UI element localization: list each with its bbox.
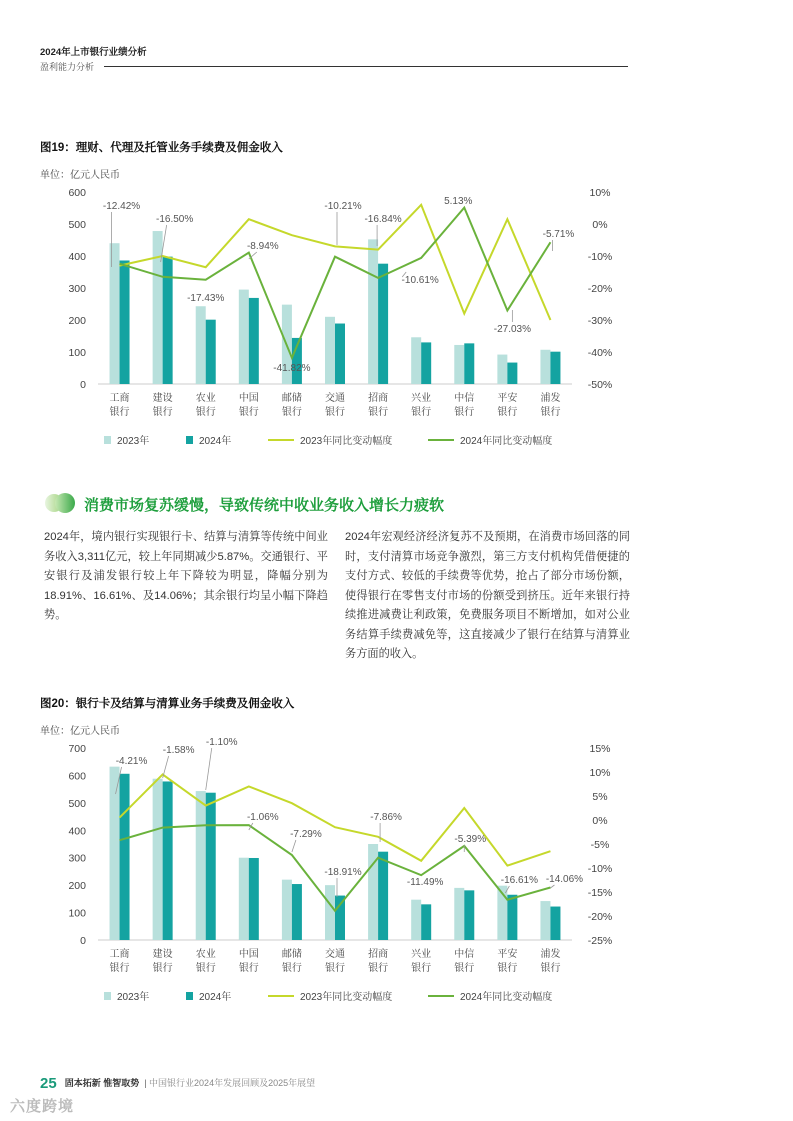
x-tick-label: 银行 — [497, 407, 518, 418]
data-label: -4.21% — [115, 756, 148, 767]
x-tick-label: 邮储 — [281, 949, 302, 960]
footer-publication: 中国银行业2024年发展回顾及2025年展望 — [149, 1078, 316, 1088]
bar-2024 — [378, 264, 388, 384]
x-tick-label: 交通 — [325, 949, 345, 960]
y2-tick-label: -20% — [587, 283, 613, 295]
bar-2023 — [540, 901, 550, 940]
y2-tick-label: 10% — [589, 767, 611, 779]
x-tick-label: 农业 — [195, 949, 216, 960]
y2-tick-label: -15% — [587, 887, 613, 899]
header-rule — [104, 66, 628, 67]
bar-2023 — [497, 355, 507, 384]
y-tick-label: 600 — [68, 770, 86, 783]
data-label: -5.71% — [542, 229, 575, 240]
bar-2023 — [368, 239, 378, 384]
data-label: 5.13% — [444, 196, 473, 207]
x-tick-label: 兴业 — [411, 949, 432, 960]
data-label: -5.39% — [454, 834, 487, 845]
bar-2023 — [454, 345, 464, 384]
bar-2023 — [282, 880, 292, 940]
bar-2023 — [196, 791, 206, 940]
bar-2024 — [163, 781, 173, 940]
section-subtitle: 盈利能力分析 — [40, 62, 95, 72]
legend-swatch — [186, 436, 193, 444]
data-label: -11.49% — [406, 877, 444, 888]
page-number: 25 — [40, 1075, 57, 1092]
y2-tick-label: -25% — [587, 935, 613, 947]
x-tick-label: 银行 — [281, 407, 302, 418]
data-label: -12.42% — [102, 201, 141, 212]
legend-swatch — [104, 436, 111, 444]
bar-2024 — [421, 904, 431, 940]
x-tick-label: 浦发 — [540, 393, 561, 404]
bar-2024 — [120, 774, 130, 940]
legend-label: 2023年同比变动幅度 — [300, 992, 393, 1003]
x-tick-label: 中信 — [454, 949, 475, 960]
bar-2024 — [249, 298, 259, 384]
x-tick-label: 中国 — [238, 393, 259, 404]
bar-2024 — [163, 257, 173, 384]
bar-2023 — [239, 290, 249, 384]
bar-2024 — [206, 320, 216, 384]
watermark: 六度跨境 — [10, 1098, 75, 1115]
bar-2024 — [335, 324, 345, 384]
x-tick-label: 中国 — [238, 949, 259, 960]
data-label: -8.94% — [246, 241, 279, 252]
x-tick-label: 农业 — [195, 393, 216, 404]
x-tick-label: 银行 — [109, 407, 130, 418]
paragraph-left: 2024年，境内银行实现银行卡、结算与清算等传统中间业务收入3,311亿元，较上年同期减少5.87%。交通银行、平安银行及浦发银行较上年下降较为明显，降幅分别为18.91%、16.61%、及14.06%；其余银行均呈小幅下降趋势。 — [44, 531, 328, 621]
section-heading — [44, 490, 604, 516]
footer-tagline: 固本拓新 惟智取势 — [64, 1078, 140, 1088]
y2-tick-label: -10% — [587, 863, 613, 875]
bar-2023 — [325, 885, 335, 940]
data-label: -41.82% — [273, 363, 311, 374]
bar-2024 — [378, 852, 388, 940]
x-tick-label: 银行 — [368, 407, 389, 418]
x-tick-label: 建设 — [152, 949, 173, 960]
data-label: -14.06% — [545, 874, 584, 885]
x-tick-label: 银行 — [368, 963, 389, 974]
y2-tick-label: -5% — [590, 839, 610, 851]
bar-2024 — [464, 890, 474, 940]
x-tick-label: 银行 — [540, 407, 561, 418]
x-tick-label: 银行 — [454, 407, 475, 418]
x-tick-label: 招商 — [368, 949, 389, 960]
y-tick-label: 0 — [80, 379, 86, 391]
y-tick-label: 100 — [68, 907, 86, 920]
y-tick-label: 200 — [68, 880, 86, 893]
x-tick-label: 银行 — [325, 407, 345, 418]
x-tick-label: 银行 — [540, 963, 561, 974]
x-tick-label: 招商 — [368, 393, 389, 404]
data-label: -27.03% — [493, 324, 531, 335]
leaf-icon — [44, 492, 78, 514]
y-tick-label: 400 — [68, 251, 86, 263]
figure20-title: 图20：银行卡及结算与清算业务手续费及佣金收入 — [40, 698, 295, 710]
figure19-unit: 单位：亿元人民币 — [40, 170, 120, 181]
data-label: -1.58% — [162, 745, 195, 756]
data-label: -10.61% — [401, 275, 439, 286]
y-tick-label: 500 — [68, 797, 86, 810]
bar-2023 — [411, 900, 421, 940]
data-label: -1.10% — [205, 737, 238, 748]
bar-2024 — [550, 907, 560, 940]
legend-label: 2024年同比变动幅度 — [460, 436, 553, 447]
page-footer — [40, 1075, 315, 1092]
x-tick-label: 银行 — [281, 963, 302, 974]
bar-2024 — [335, 896, 345, 940]
x-tick-label: 银行 — [238, 963, 259, 974]
bar-2023 — [454, 888, 464, 940]
label-leader-line — [163, 756, 169, 778]
x-tick-label: 工商 — [109, 393, 130, 404]
x-tick-label: 邮储 — [281, 393, 302, 404]
bar-2024 — [507, 895, 517, 940]
x-tick-label: 平安 — [497, 949, 518, 960]
y2-tick-label: -10% — [587, 251, 613, 263]
x-tick-label: 工商 — [109, 949, 130, 960]
x-tick-label: 银行 — [195, 963, 216, 974]
label-leader-line — [206, 748, 212, 790]
label-leader-line — [550, 885, 554, 888]
x-tick-label: 银行 — [152, 407, 173, 418]
y-tick-label: 400 — [68, 825, 86, 838]
legend-label: 2023年 — [117, 992, 150, 1003]
x-tick-label: 建设 — [152, 393, 173, 404]
paragraph-right: 2024年宏观经济经济复苏不及预期，在消费市场回落的同时，支付清算市场竞争激烈，第三方支付机构凭借便捷的支付方式、较低的手续费等优势，抢占了部分市场份额，使得银行在零售支付市场的份额受到挤压。近年来银行持续推进减费让利政策，免费服务项目不断增加，如对公业务结算手续费减免等，这直接减少了银行在结算与清算业务方面的收入。 — [345, 531, 630, 660]
figure20-unit: 单位：亿元人民币 — [40, 726, 120, 737]
bar-2024 — [550, 352, 560, 384]
data-label: -16.50% — [156, 214, 194, 225]
legend-label: 2024年 — [199, 436, 232, 447]
legend-label: 2024年 — [199, 992, 232, 1003]
y-tick-label: 100 — [68, 347, 86, 359]
bar-2023 — [540, 350, 550, 384]
footer-separator: | — [144, 1078, 150, 1088]
data-label: -1.06% — [246, 812, 279, 823]
y2-tick-label: 10% — [589, 187, 611, 199]
x-tick-label: 浦发 — [540, 949, 561, 960]
y-tick-label: 700 — [68, 743, 86, 755]
x-tick-label: 银行 — [109, 963, 130, 974]
y2-tick-label: 5% — [592, 791, 608, 803]
x-tick-label: 中信 — [454, 393, 475, 404]
bar-2024 — [464, 343, 474, 384]
x-tick-label: 兴业 — [411, 393, 432, 404]
figure19-chart — [0, 180, 793, 460]
x-tick-label: 银行 — [411, 407, 432, 418]
line-series-2023 — [120, 774, 551, 865]
x-tick-label: 平安 — [497, 393, 518, 404]
bar-2023 — [110, 243, 120, 384]
figure19-title: 图19：理财、代理及托管业务手续费及佣金收入 — [40, 142, 283, 154]
y2-tick-label: 0% — [592, 219, 608, 231]
data-label: -7.86% — [370, 812, 402, 823]
x-tick-label: 银行 — [152, 963, 173, 974]
bar-2024 — [421, 342, 431, 384]
y-tick-label: 300 — [68, 852, 86, 865]
y-tick-label: 200 — [68, 315, 86, 327]
bar-2023 — [196, 306, 206, 384]
y-tick-label: 500 — [68, 219, 86, 231]
x-tick-label: 银行 — [497, 963, 518, 974]
data-label: -7.29% — [290, 829, 322, 840]
bar-2023 — [411, 337, 421, 384]
y-tick-label: 300 — [68, 283, 86, 295]
y-tick-label: 600 — [68, 187, 86, 199]
bar-2024 — [507, 363, 517, 384]
bar-2024 — [292, 884, 302, 940]
y2-tick-label: -20% — [587, 911, 613, 923]
x-tick-label: 银行 — [411, 963, 432, 974]
bar-2024 — [249, 858, 259, 940]
y-tick-label: 0 — [80, 935, 86, 947]
label-leader-line — [292, 840, 296, 852]
x-tick-label: 银行 — [195, 407, 216, 418]
legend-label: 2024年同比变动幅度 — [460, 992, 553, 1003]
bar-2024 — [120, 260, 130, 384]
data-label: -10.21% — [324, 201, 362, 212]
bar-2024 — [206, 793, 216, 940]
y2-tick-label: -50% — [587, 379, 613, 391]
data-label: -16.61% — [500, 875, 538, 886]
data-label: -18.91% — [324, 867, 362, 878]
legend-swatch — [104, 992, 111, 1000]
bar-2023 — [239, 858, 249, 940]
section-title: 消费市场复苏缓慢，导致传统中收业务收入增长力疲软 — [84, 497, 445, 514]
y2-tick-label: -40% — [587, 347, 613, 359]
x-tick-label: 交通 — [325, 393, 345, 404]
data-label: -17.43% — [187, 293, 225, 304]
bar-2023 — [325, 317, 335, 384]
y2-tick-label: -30% — [587, 315, 613, 327]
legend-label: 2023年 — [117, 436, 150, 447]
x-tick-label: 银行 — [238, 407, 259, 418]
y2-tick-label: 15% — [589, 743, 611, 755]
figure20-chart — [0, 736, 793, 1016]
data-label: -16.84% — [364, 214, 402, 225]
x-tick-label: 银行 — [454, 963, 475, 974]
legend-swatch — [186, 992, 193, 1000]
x-tick-label: 银行 — [325, 963, 345, 974]
bar-2023 — [153, 779, 163, 940]
report-title: 2024年上市银行业绩分析 — [40, 47, 147, 58]
legend-label: 2023年同比变动幅度 — [300, 436, 393, 447]
bar-2023 — [110, 767, 120, 940]
y2-tick-label: 0% — [592, 815, 608, 827]
bar-2023 — [153, 231, 163, 384]
